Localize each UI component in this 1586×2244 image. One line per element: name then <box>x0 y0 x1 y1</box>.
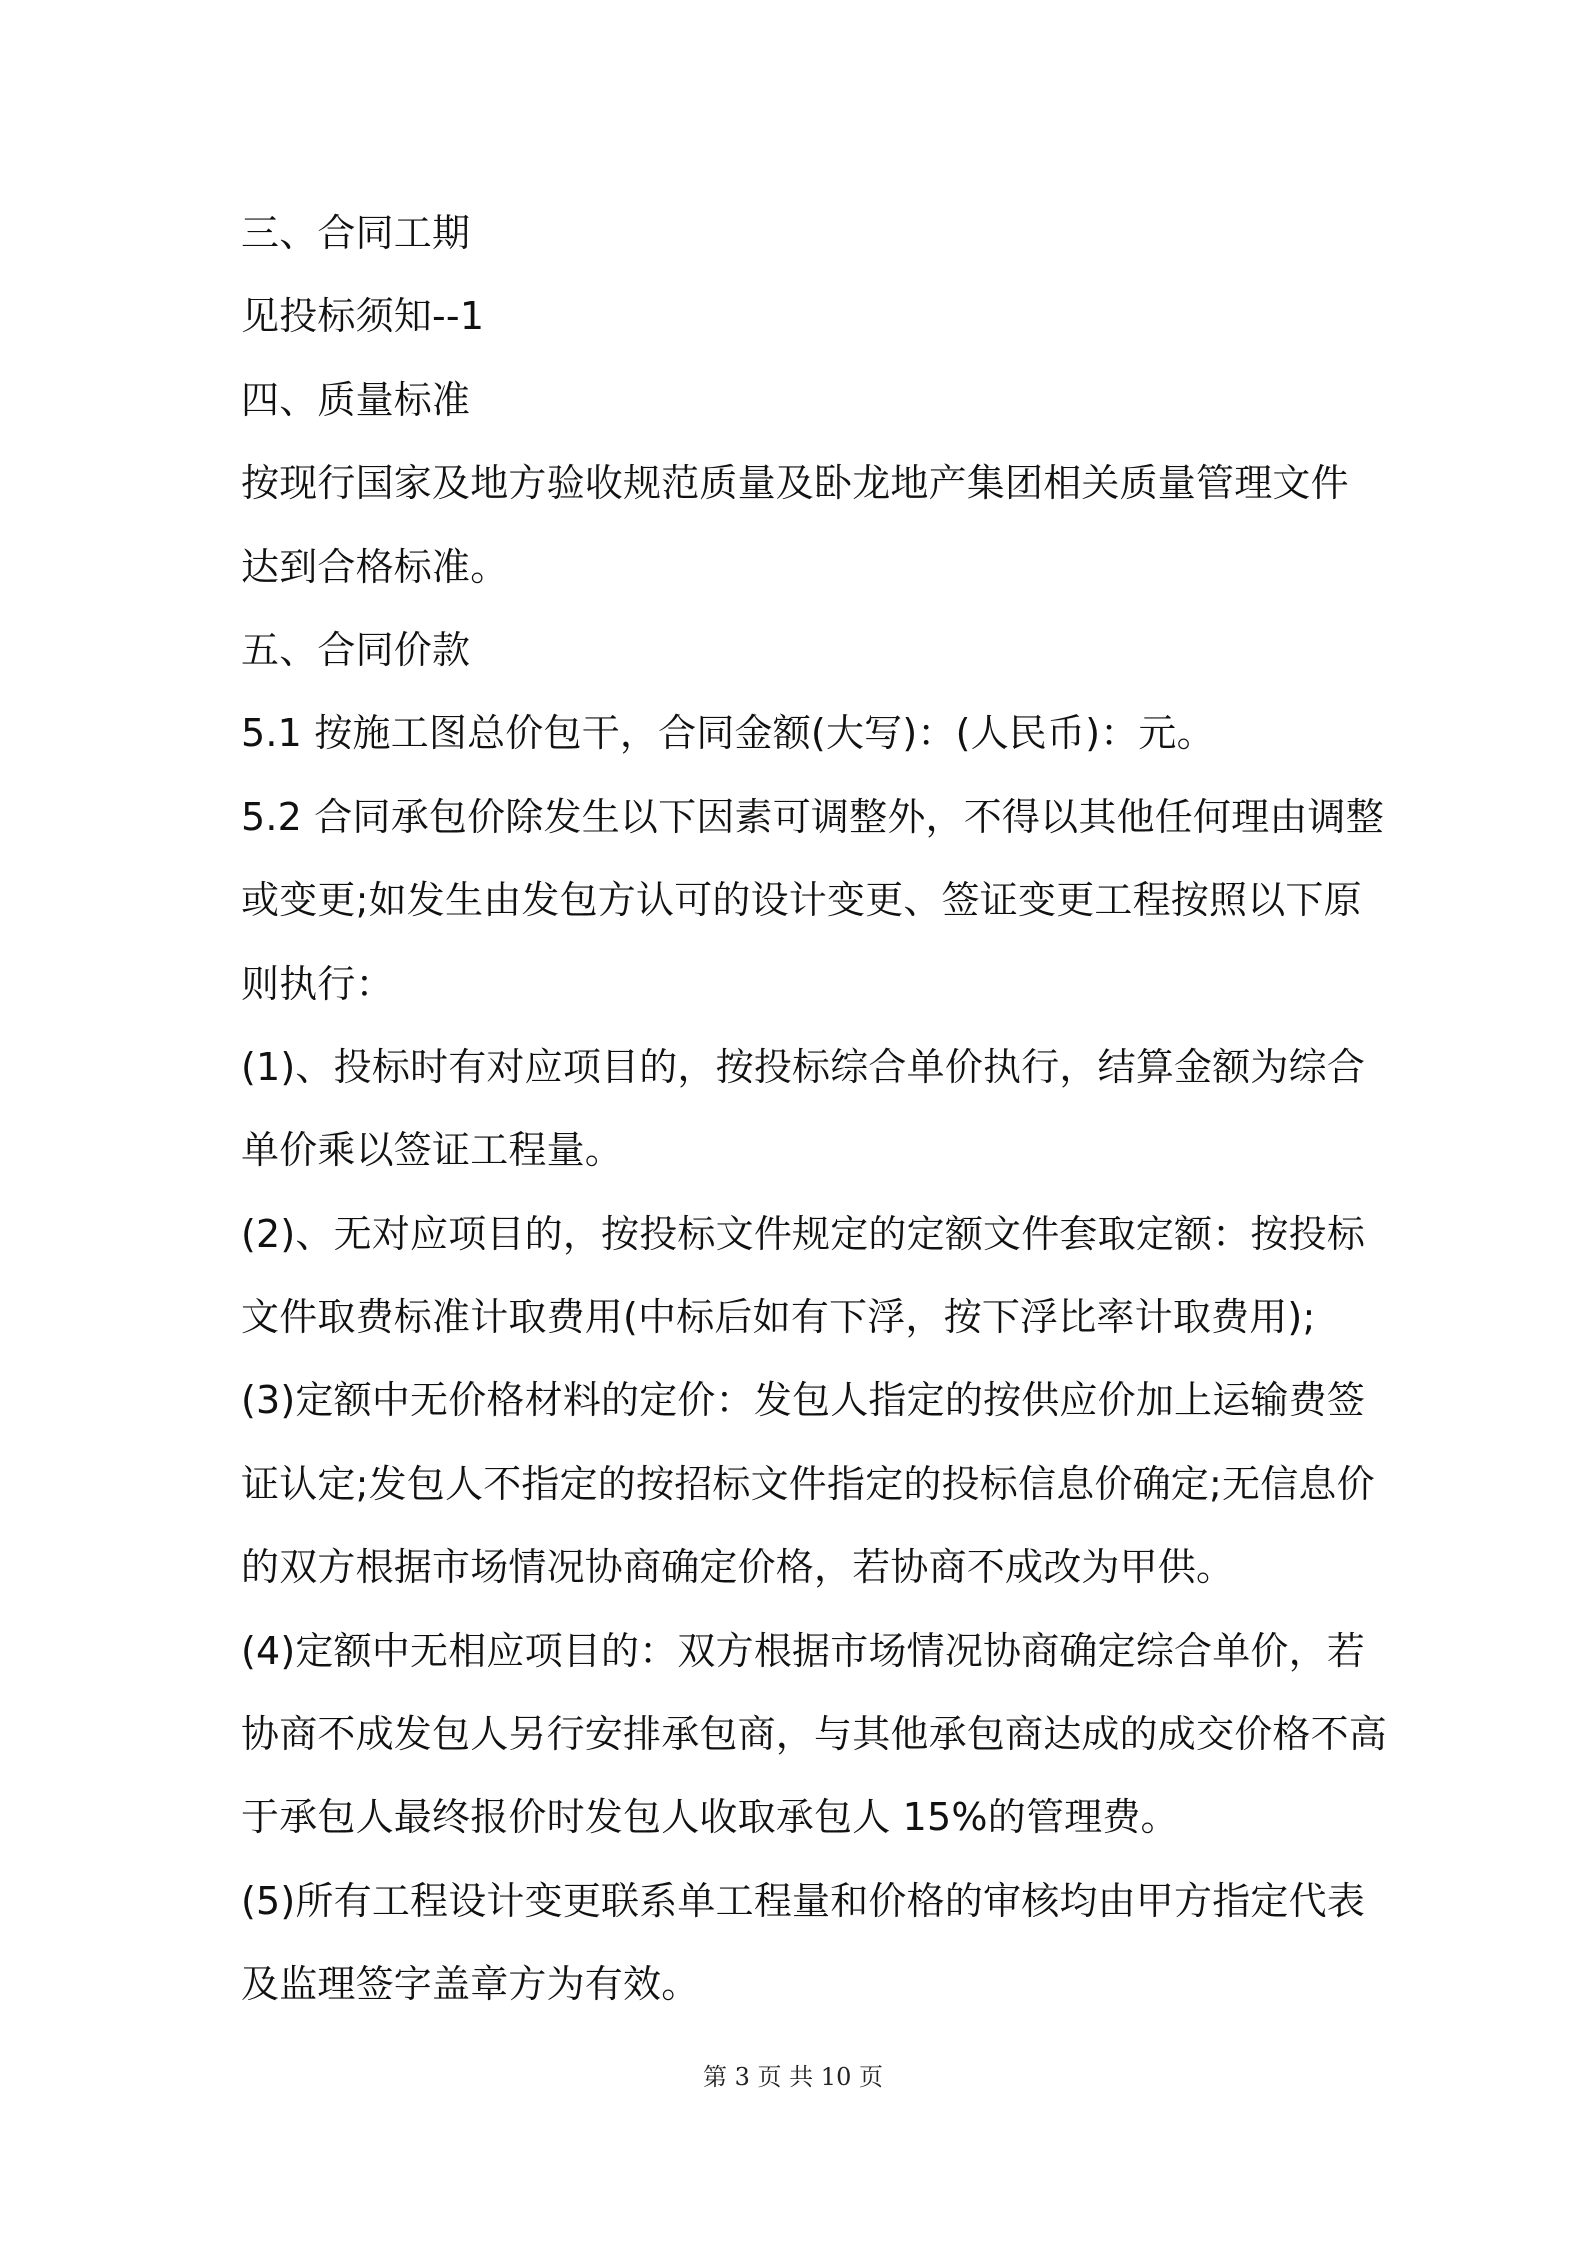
paragraph-line: 5.1 按施工图总价包干，合同金额(大写)：(人民币)：元。 <box>241 711 1215 756</box>
paragraph-line: 或变更;如发生由发包方认可的设计变更、签证变更工程按照以下原 <box>241 878 1362 923</box>
paragraph-line: 见投标须知--1 <box>241 294 485 339</box>
paragraph-line: 单价乘以签证工程量。 <box>241 1128 624 1173</box>
paragraph-line: (2)、无对应项目的，按投标文件规定的定额文件套取定额：按投标 <box>241 1211 1366 1256</box>
section-heading-contract-price: 五、合同价款 <box>241 627 471 672</box>
paragraph-line: 文件取费标准计取费用(中标后如有下浮，按下浮比率计取费用); <box>241 1295 1316 1340</box>
paragraph-line: 于承包人最终报价时发包人收取承包人 15%的管理费。 <box>241 1795 1179 1840</box>
paragraph-line: 达到合格标准。 <box>241 544 509 589</box>
paragraph-line: 的双方根据市场情况协商确定价格，若协商不成改为甲供。 <box>241 1545 1235 1590</box>
section-heading-contract-period: 三、合同工期 <box>241 211 471 255</box>
paragraph-line: 证认定;发包人不指定的按招标文件指定的投标信息价确定;无信息价 <box>241 1461 1375 1506</box>
paragraph-line: 5.2 合同承包价除发生以下因素可调整外，不得以其他任何理由调整 <box>241 794 1384 839</box>
paragraph-line: (5)所有工程设计变更联系单工程量和价格的审核均由甲方指定代表 <box>241 1878 1366 1923</box>
page-number-footer: 第 3 页 共 10 页 <box>703 2063 883 2091</box>
document-body <box>241 192 1388 2027</box>
paragraph-line: (3)定额中无价格材料的定价：发包人指定的按供应价加上运输费签 <box>241 1378 1366 1423</box>
paragraph-line: 按现行国家及地方验收规范质量及卧龙地产集团相关质量管理文件 <box>241 461 1349 506</box>
paragraph-line: (1)、投标时有对应项目的，按投标综合单价执行，结算金额为综合 <box>241 1044 1366 1089</box>
section-heading-quality-standard: 四、质量标准 <box>241 377 471 422</box>
paragraph-line: 则执行： <box>241 961 394 1006</box>
paragraph-line: (4)定额中无相应项目的：双方根据市场情况协商确定综合单价，若 <box>241 1628 1366 1673</box>
paragraph-line: 及监理签字盖章方为有效。 <box>241 1962 700 2007</box>
paragraph-line: 协商不成发包人另行安排承包商，与其他承包商达成的成交价格不高 <box>241 1712 1388 1757</box>
